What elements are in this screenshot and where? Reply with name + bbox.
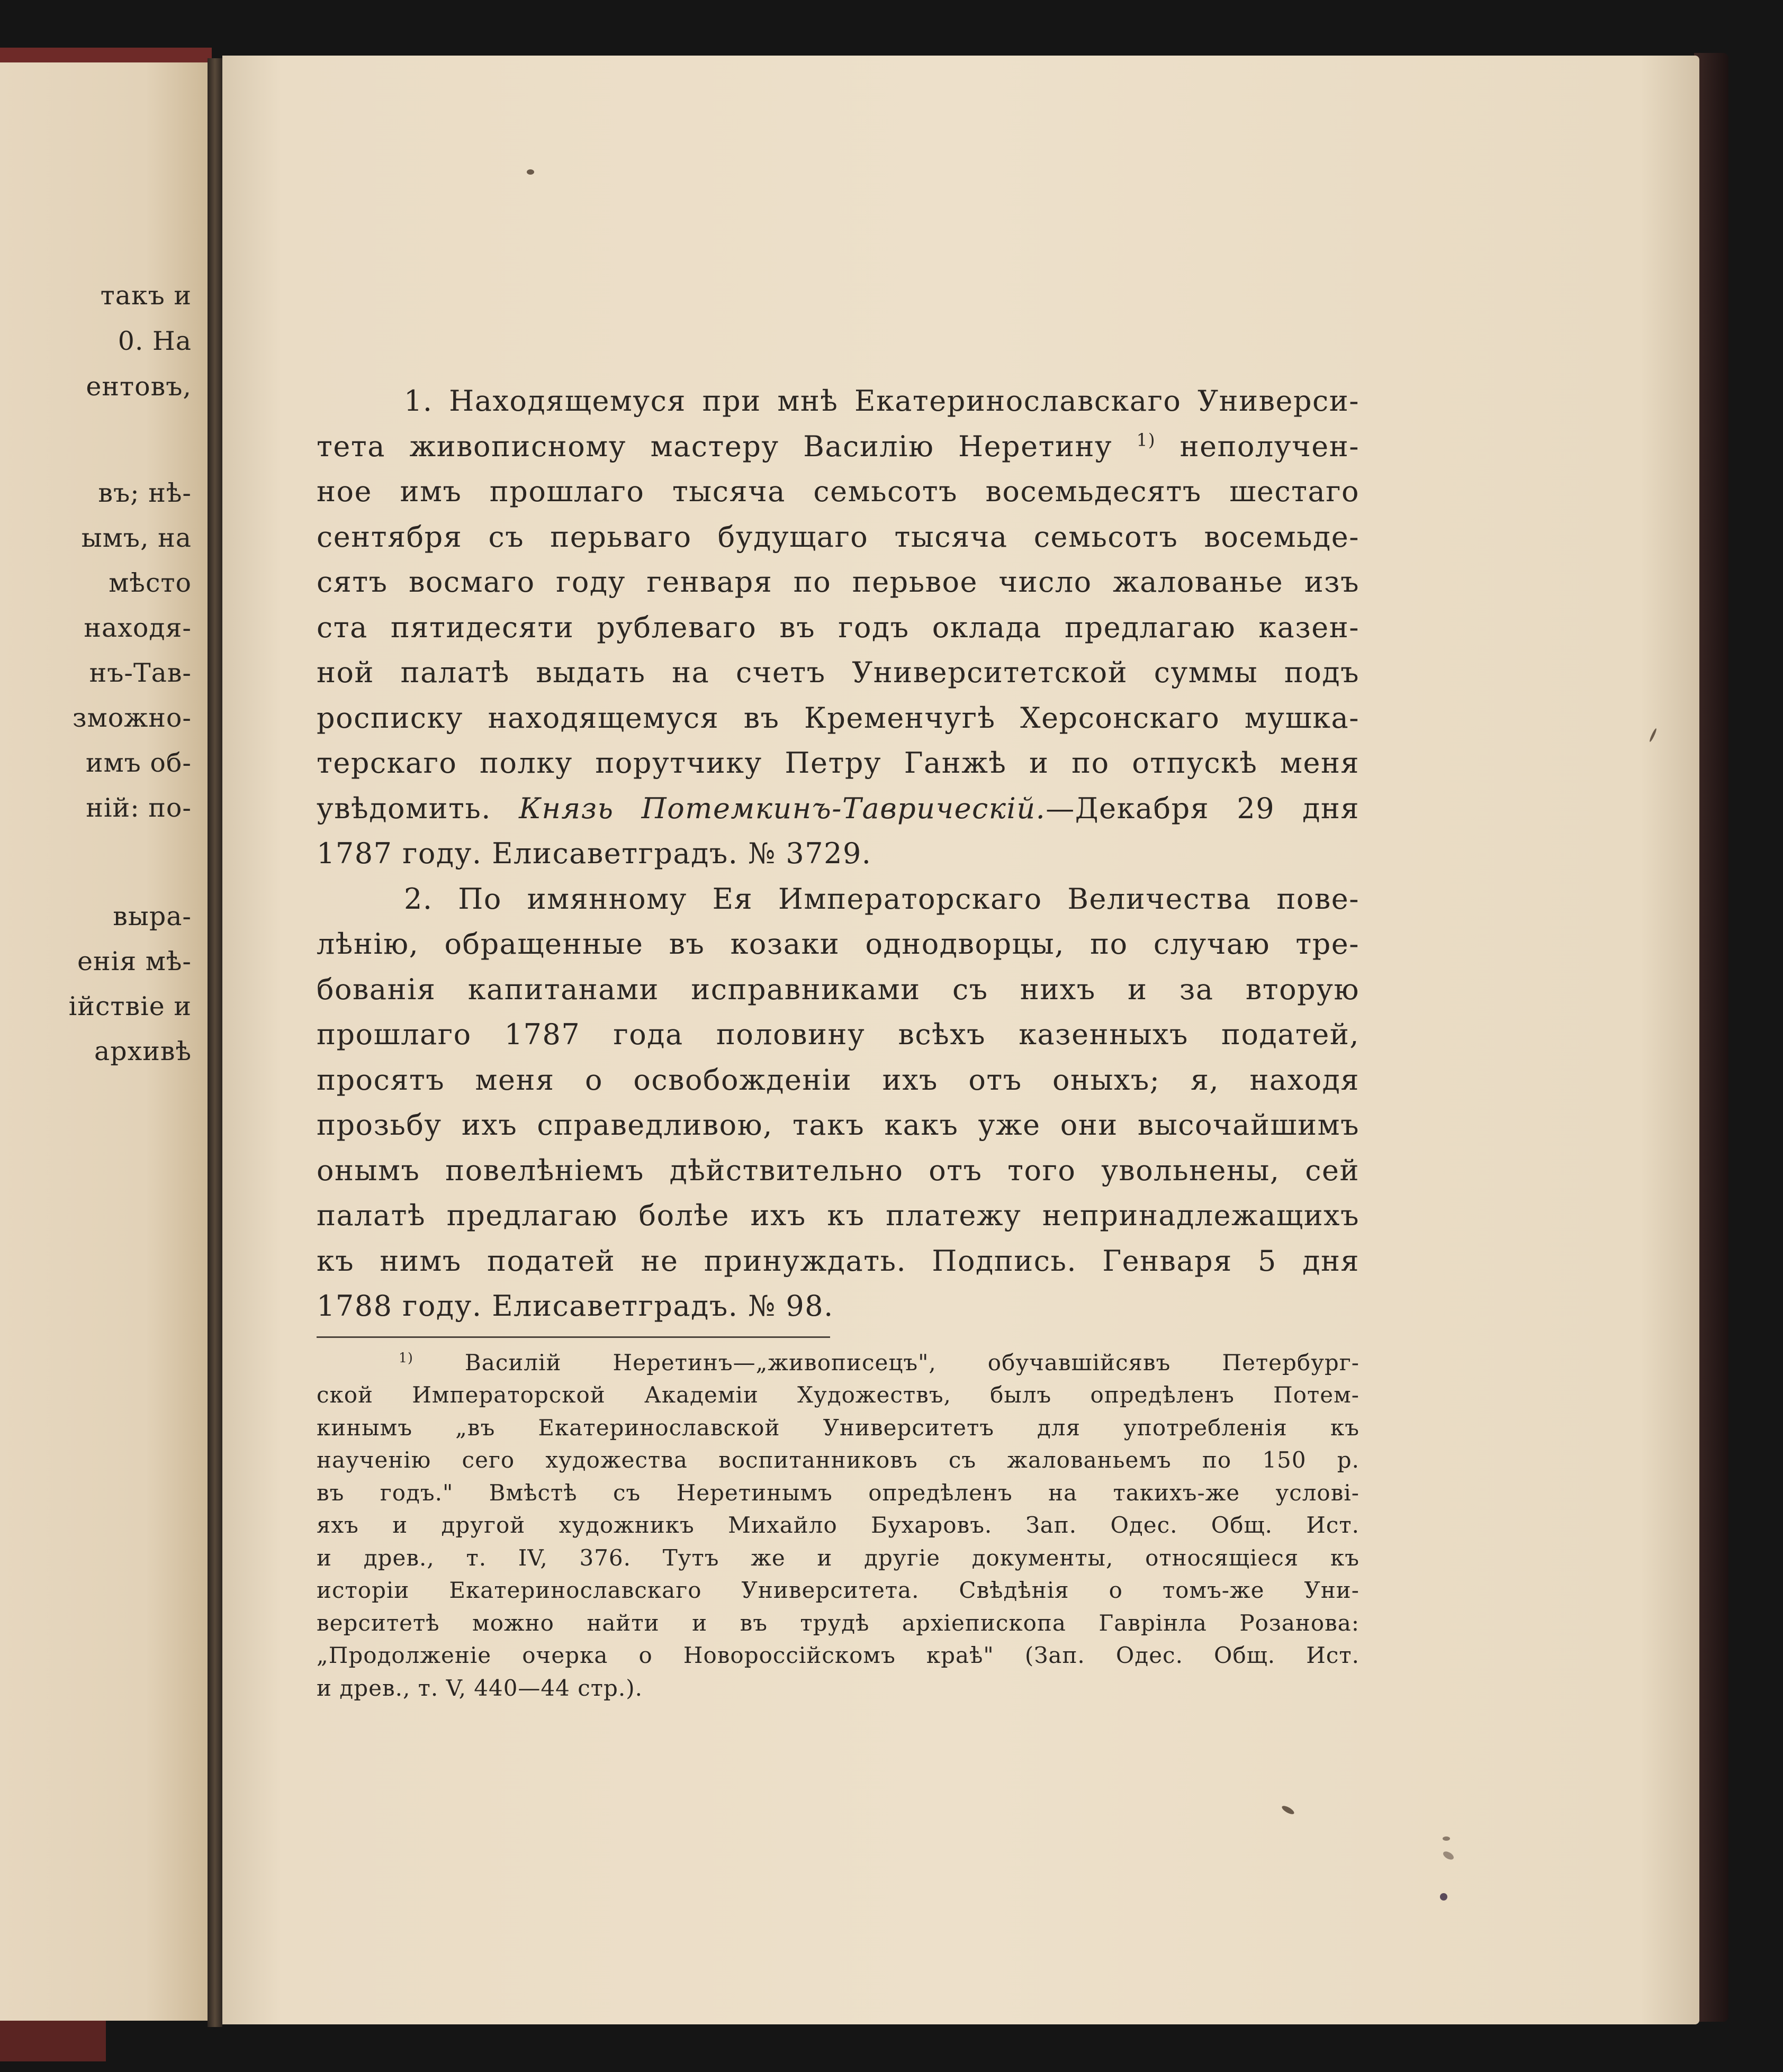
book-cover-edge-bottom (0, 2019, 106, 2061)
footnote-line: кинымъ „въ Екатеринославской Университетъ для употребленія къ (317, 1414, 1359, 1441)
left-page-line: архивѣ (94, 1036, 192, 1066)
paragraph-2 (317, 876, 1359, 1329)
text-line: 1787 году. Елисаветградъ. № 3729. (317, 837, 872, 870)
footnote-line: и древ., т. IV, 376. Тутъ же и другіе документы, относящіеся къ (317, 1544, 1359, 1571)
text-line: ста пятидесяти рублеваго въ годъ оклада предлагаю казен- (317, 610, 1359, 644)
text-line: онымъ повелѣніемъ дѣйствительно отъ того увольнены, сей (317, 1153, 1359, 1187)
left-page (0, 62, 208, 2021)
footnote-marker: 1) (399, 1350, 413, 1365)
document-text (317, 378, 1359, 1704)
paper-speck (527, 169, 534, 175)
paper-speck (1281, 1804, 1295, 1816)
left-page-line: зможно- (72, 703, 192, 733)
footnote-reference: 1) (1136, 430, 1156, 450)
text-line: ное имъ прошлаго тысяча семьсотъ восемьдесятъ шестаго (317, 475, 1359, 508)
footnote-line: верситетѣ можно найти и въ трудѣ архіепископа Гаврінла Розанова: (317, 1609, 1359, 1636)
paper-speck (1649, 728, 1657, 742)
left-page-line: въ; нѣ- (98, 478, 192, 508)
footnote-line (317, 1346, 1359, 1379)
footnote-line: яхъ и другой художникъ Михайло Бухаровъ. Зап. Одес. Общ. Ист. (317, 1512, 1359, 1538)
left-page-line: имъ об- (85, 748, 192, 778)
text-line: ной палатѣ выдать на счетъ Университетской суммы подъ (317, 656, 1359, 689)
text-line: прозьбу ихъ справедливою, такъ какъ уже они высочайшимъ (317, 1108, 1359, 1142)
footnote-divider (317, 1336, 830, 1338)
book-cover-edge-top (0, 48, 212, 64)
text-span: увѣдомить. (317, 791, 519, 825)
paragraph-1 (317, 378, 1359, 876)
text-span: Василій Неретинъ—„живописецъ", обучавшійсявъ Петербург- (413, 1349, 1359, 1376)
text-line: прошлаго 1787 года половину всѣхъ казенныхъ податей, (317, 1018, 1359, 1051)
footnote-line: и древ., т. V, 440—44 стр.). (317, 1675, 643, 1701)
text-line: росписку находящемуся въ Кременчугѣ Херсонскаго мушка- (317, 701, 1359, 735)
paper-speck (1440, 1893, 1447, 1901)
paper-speck (1442, 1850, 1455, 1861)
text-line: бованія капитанами исправниками съ нихъ и за вторую (317, 972, 1359, 1006)
text-span: —Декабря 29 дня (1046, 791, 1359, 825)
text-line (317, 786, 1359, 831)
left-page-line: ній: по- (86, 793, 192, 823)
text-line: палатѣ предлагаю болѣе ихъ къ платежу непринадлежащихъ (317, 1199, 1359, 1232)
left-page-line: 0. На (118, 326, 192, 356)
left-page-line: енія мѣ- (77, 946, 192, 976)
text-line: 1. Находящемуся при мнѣ Екатеринославскаго Универси- (404, 384, 1359, 418)
text-line: просятъ меня о освобожденіи ихъ отъ оныхъ; я, находя (317, 1063, 1359, 1097)
left-page-line: мѣсто (109, 568, 192, 598)
footnote-line: „Продолженіе очерка о Новороссійскомъ краѣ" (Зап. Одес. Общ. Ист. (317, 1642, 1359, 1668)
footnote (317, 1346, 1359, 1705)
text-line: сентября съ перьваго будущаго тысяча семьсотъ восемьде- (317, 520, 1359, 554)
text-line: 2. По имянному Ея Императорскаго Величества пове- (404, 882, 1359, 916)
left-page-line: ымъ, на (81, 523, 192, 553)
left-page-line: такъ и (100, 281, 192, 311)
text-line: сятъ восмаго году генваря по перьвое число жалованье изъ (317, 565, 1359, 599)
left-page-line: ійствіе и (68, 991, 192, 1021)
footnote-line: наученію сего художества воспитанниковъ съ жалованьемъ по 150 р. (317, 1447, 1359, 1473)
footnote-line: исторіи Екатеринославскаго Университета. Свѣдѣнія о томъ-же Уни- (317, 1577, 1359, 1603)
text-line: терскаго полку порутчику Петру Ганжѣ и по отпускѣ меня (317, 746, 1359, 780)
text-line (317, 424, 1359, 469)
text-span: неполучен- (1156, 429, 1360, 463)
book-gutter (208, 58, 222, 2027)
text-line: лѣнію, обращенные въ козаки однодворцы, по случаю тре- (317, 927, 1359, 961)
text-line: 1788 году. Елисаветградъ. № 98. (317, 1289, 834, 1323)
text-span: тета живописному мастеру Василію Неретину (317, 429, 1113, 463)
text-line: къ нимъ податей не принуждать. Подпись. Генваря 5 дня (317, 1244, 1359, 1278)
signature-name: Князь Потемкинъ-Таврическій. (519, 791, 1046, 825)
left-page-line: находя- (84, 613, 192, 643)
paper-speck (1443, 1836, 1450, 1841)
footnote-line: въ годъ." Вмѣстѣ съ Неретинымъ опредѣленъ на такихъ-же услові- (317, 1479, 1359, 1506)
footnote-line: ской Императорской Академіи Художествъ, былъ опредѣленъ Потем- (317, 1382, 1359, 1408)
left-page-line: выра- (113, 901, 192, 931)
left-page-line: нъ-Тав- (89, 658, 192, 688)
left-page-line: ентовъ, (86, 372, 192, 402)
